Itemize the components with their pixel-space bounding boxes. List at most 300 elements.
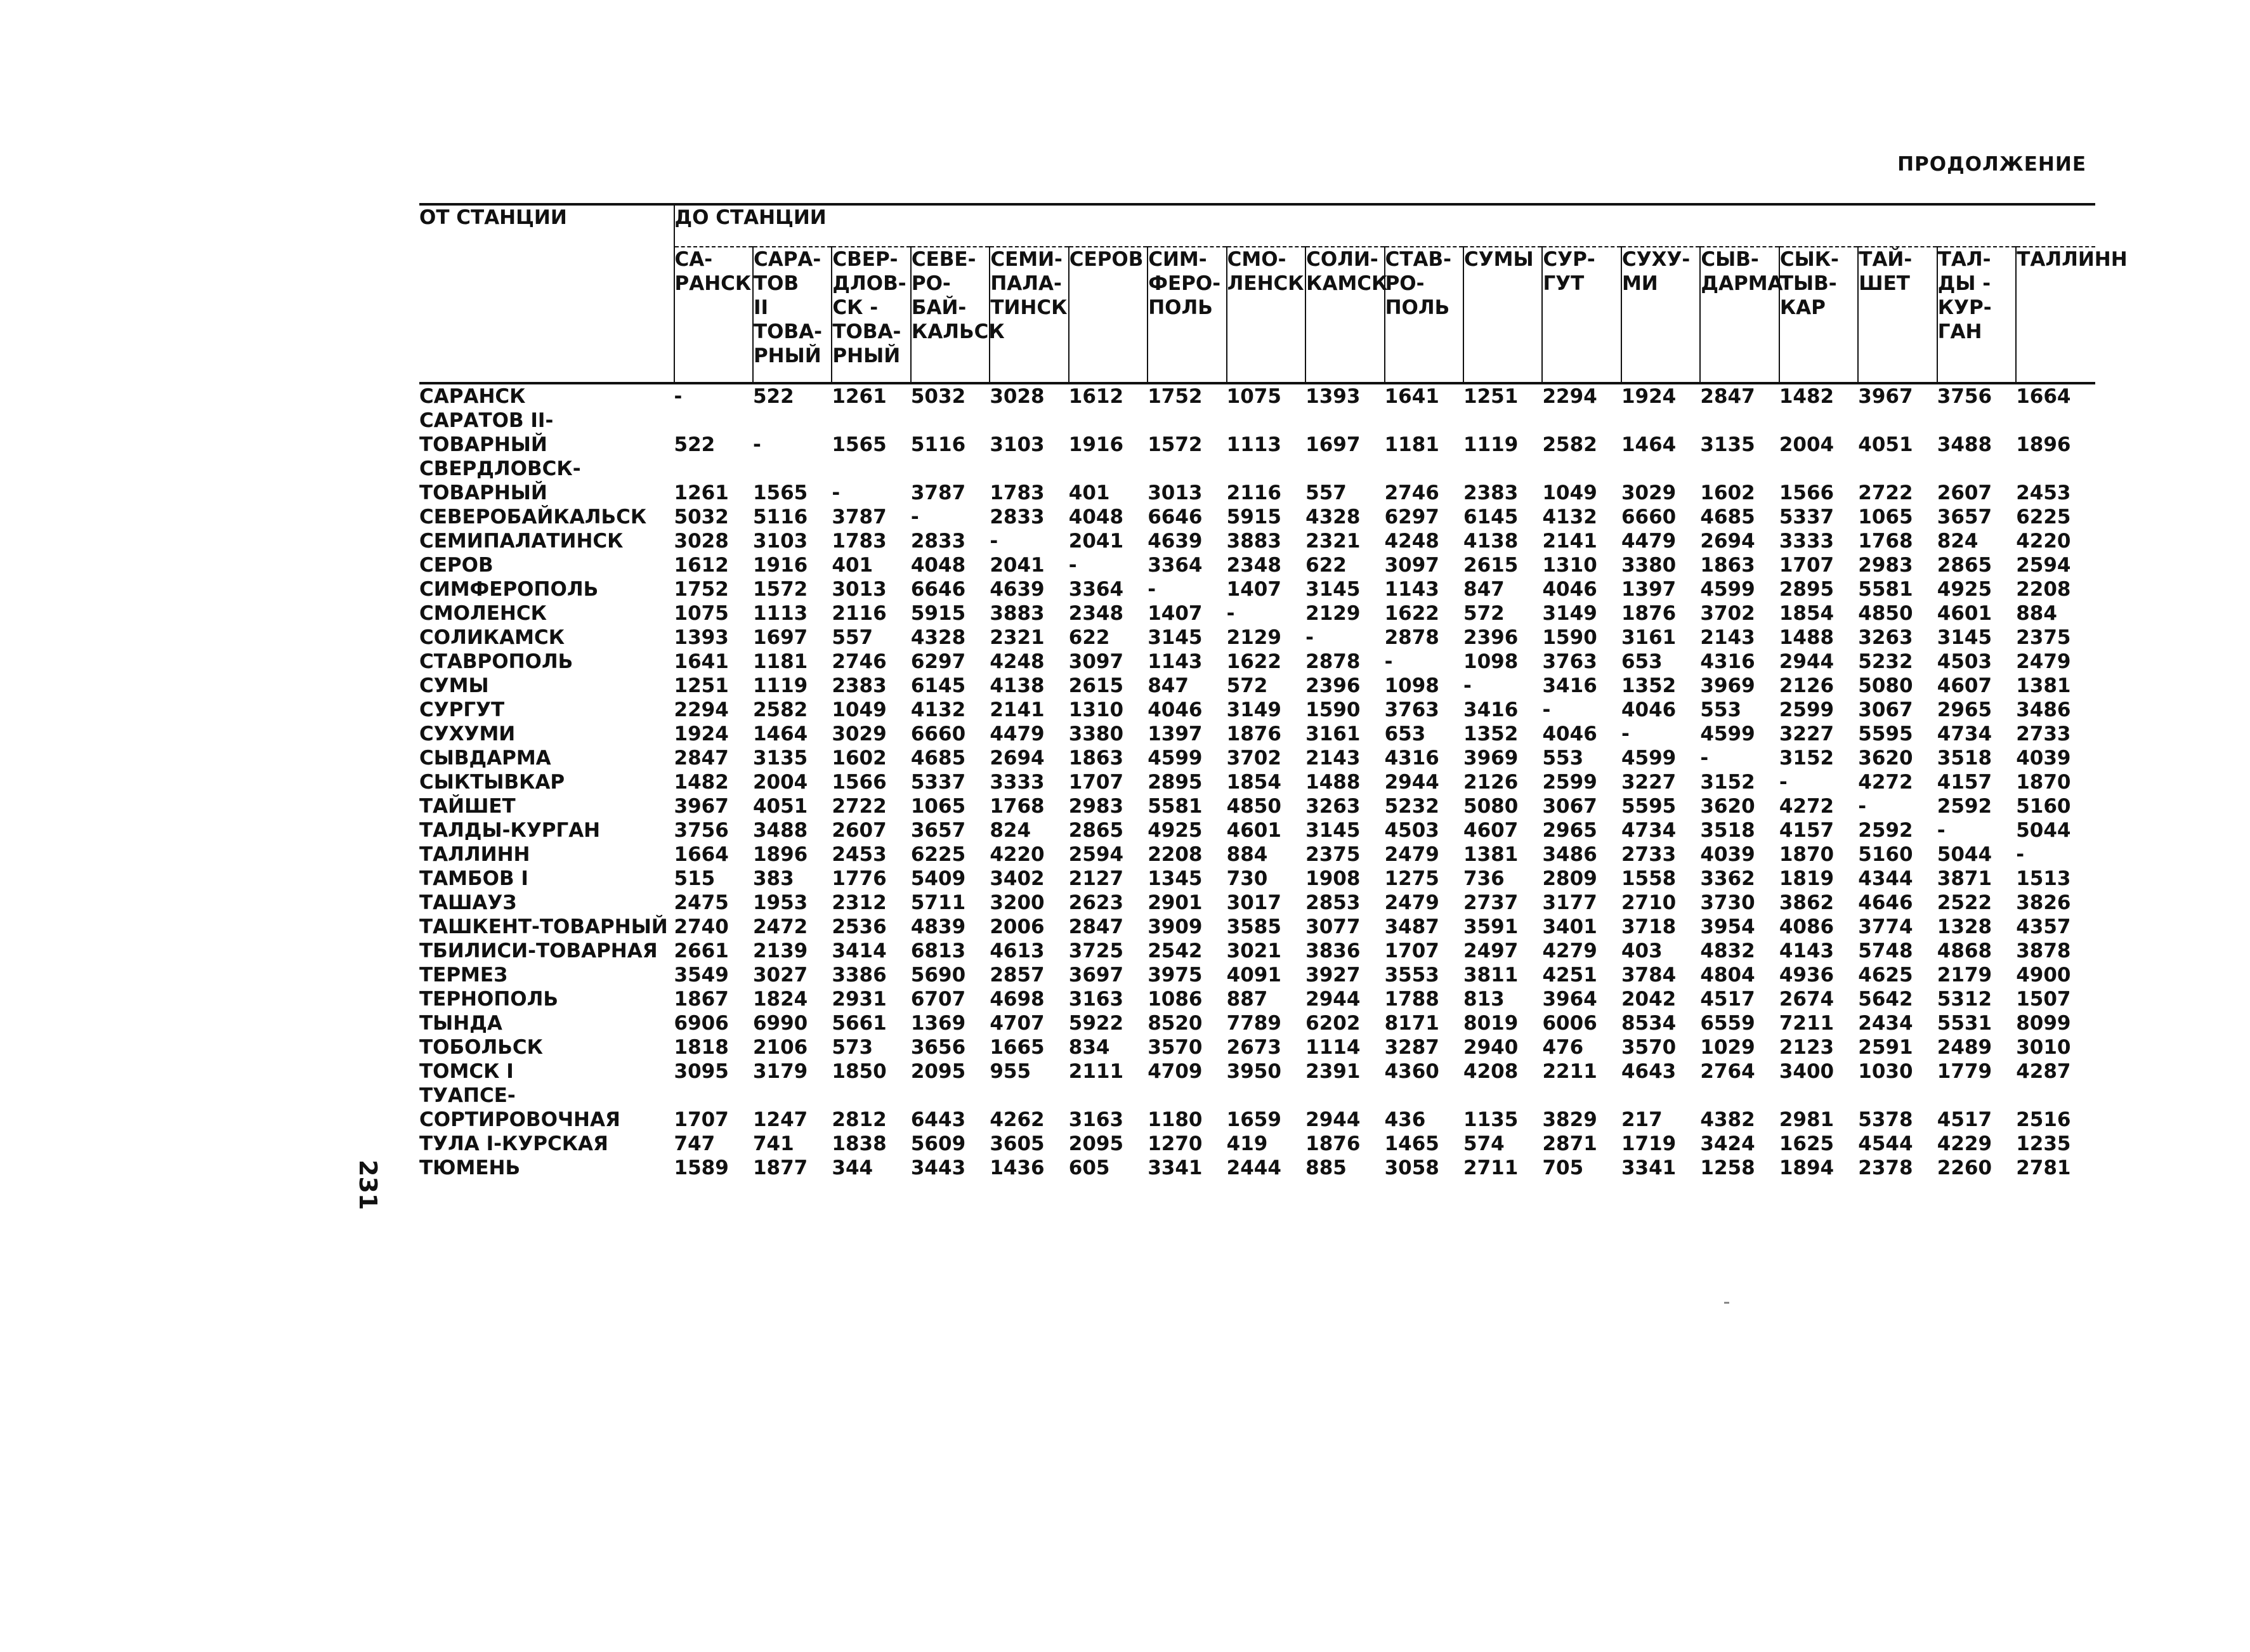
distance-cell: 3486	[2016, 698, 2071, 721]
distance-cell: 1251	[1463, 385, 1519, 408]
distance-cell: 1436	[990, 1157, 1045, 1179]
distance-cell: 1590	[1542, 626, 1597, 649]
distance-cell: 2944	[1384, 771, 1439, 794]
distance-cell: 5232	[1858, 650, 1913, 673]
distance-cell: 4607	[1937, 674, 1992, 697]
distance-cell: 2497	[1463, 940, 1519, 962]
distance-cell: 3878	[2016, 940, 2071, 962]
distance-cell	[911, 457, 990, 481]
column-header-line: ТОВ	[753, 272, 799, 295]
distance-cell: 1143	[1384, 578, 1439, 601]
distance-cell: 401	[832, 554, 873, 577]
distance-cell: 5160	[2016, 795, 2071, 818]
distance-cell: 1566	[832, 771, 887, 794]
distance-cell	[1227, 1084, 1305, 1108]
distance-cell: -	[832, 482, 840, 504]
distance-cell: 3954	[1700, 915, 1755, 938]
distance-cell: 6707	[910, 988, 966, 1011]
distance-cell: 5595	[1621, 795, 1677, 818]
station-name: СВЕРДЛОВСК-	[419, 457, 581, 480]
distance-cell: 2944	[1305, 988, 1361, 1011]
column-header-line: ТОВА-	[832, 320, 901, 343]
distance-cell: 3200	[990, 891, 1045, 914]
distance-cell: 653	[1384, 723, 1426, 745]
distance-cell: 1464	[1621, 433, 1677, 456]
distance-cell: 1877	[752, 1157, 808, 1179]
distance-cell: 5581	[1148, 795, 1203, 818]
distance-cell: 3021	[1226, 940, 1281, 962]
column-header-line: СМО-	[1227, 248, 1286, 271]
distance-cell: 3697	[1068, 964, 1124, 987]
distance-cell: 3967	[674, 795, 729, 818]
distance-cell: 3975	[1148, 964, 1203, 987]
distance-cell: 3570	[1148, 1036, 1203, 1059]
distance-cell: 3145	[1305, 578, 1361, 601]
distance-cell	[1227, 409, 1305, 433]
distance-cell: 824	[990, 819, 1031, 842]
distance-cell: 2594	[2016, 554, 2071, 577]
column-header	[1463, 247, 1542, 383]
distance-cell: 3570	[1621, 1036, 1677, 1059]
distance-cell: 3871	[1937, 867, 1992, 890]
distance-cell: 1482	[674, 771, 729, 794]
column-header	[832, 247, 910, 383]
distance-cell	[1385, 457, 1463, 481]
distance-cell: 1558	[1621, 867, 1677, 890]
distance-cell: 3145	[1305, 819, 1361, 842]
distance-cell: 1707	[1384, 940, 1439, 962]
distance-cell: 4046	[1542, 723, 1597, 745]
distance-cell: 2931	[832, 988, 887, 1011]
distance-cell: -	[910, 506, 919, 528]
distance-cell: -	[2016, 843, 2025, 866]
distance-cell: 2582	[752, 698, 808, 721]
station-name: ТЮМЕНЬ	[419, 1157, 521, 1179]
distance-cell: -	[1700, 747, 1709, 770]
distance-cell: 1086	[1148, 988, 1203, 1011]
distance-cell: 2865	[1937, 554, 1992, 577]
distance-cell: 4262	[990, 1108, 1045, 1131]
distance-cell: 2944	[1779, 650, 1835, 673]
distance-cell: 4936	[1779, 964, 1835, 987]
distance-cell: 1098	[1384, 674, 1439, 697]
column-header	[990, 247, 1068, 383]
distance-cell: 1707	[1068, 771, 1124, 794]
distance-cell: 3826	[2016, 891, 2071, 914]
distance-cell: 3067	[1858, 698, 1913, 721]
table-row	[419, 1132, 2095, 1156]
distance-cell: 3152	[1779, 747, 1835, 770]
distance-cell: 1752	[674, 578, 729, 601]
distance-cell: 6646	[1148, 506, 1203, 528]
distance-cell	[1069, 1084, 1148, 1108]
distance-cell	[1148, 1084, 1226, 1108]
distance-cell: 2542	[1148, 940, 1203, 962]
distance-cell: 2453	[2016, 482, 2071, 504]
table-row	[419, 433, 2095, 457]
station-name: ТЕРНОПОЛЬ	[419, 988, 559, 1011]
distance-cell: 747	[674, 1132, 716, 1155]
distance-cell: 1870	[2016, 771, 2071, 794]
distance-cell: 5080	[1463, 795, 1519, 818]
distance-cell: 3029	[1621, 482, 1677, 504]
distance-cell: 2981	[1779, 1108, 1835, 1131]
distance-cell: 1665	[990, 1036, 1045, 1059]
distance-cell: 6006	[1542, 1012, 1597, 1035]
distance-cell: 1464	[752, 723, 808, 745]
distance-cell: 2004	[1779, 433, 1835, 456]
distance-cell: 2722	[1858, 482, 1913, 504]
column-header-line: МИ	[1621, 272, 1658, 295]
column-header-line: ФЕРО-	[1148, 272, 1221, 295]
distance-cell: 1896	[2016, 433, 2071, 456]
column-header-line: СЫВ-	[1701, 248, 1759, 271]
distance-cell	[1621, 457, 1700, 481]
distance-cell: 1924	[1621, 385, 1677, 408]
distance-cell: 2375	[1305, 843, 1361, 866]
distance-cell: 4048	[1068, 506, 1124, 528]
distance-cell: 2208	[1148, 843, 1203, 866]
column-header-line: БАЙ-	[911, 296, 967, 319]
distance-cell: 1876	[1621, 602, 1677, 625]
distance-cell: 1075	[674, 602, 729, 625]
distance-cell: 1275	[1384, 867, 1439, 890]
station-name: СЫВДАРМА	[419, 747, 551, 770]
distance-cell: 3341	[1621, 1157, 1677, 1179]
distance-cell: 4698	[990, 988, 1045, 1011]
table-row	[419, 963, 2095, 987]
distance-cell: 2472	[752, 915, 808, 938]
distance-cell: 2348	[1068, 602, 1124, 625]
distance-cell: 4248	[1384, 530, 1439, 553]
distance-cell: 2592	[1937, 795, 1992, 818]
distance-cell	[1700, 409, 1779, 433]
distance-cell: 3620	[1858, 747, 1913, 770]
table-row	[419, 746, 2095, 770]
distance-cell: 4599	[1148, 747, 1203, 770]
distance-cell: 1030	[1858, 1060, 1913, 1083]
distance-cell: 1783	[990, 482, 1045, 504]
station-name: СМОЛЕНСК	[419, 602, 547, 625]
distance-cell: 2453	[832, 843, 887, 866]
distance-cell: 2673	[1226, 1036, 1281, 1059]
column-header-line: ШЕТ	[1859, 272, 1910, 295]
distance-cell: -	[752, 433, 761, 456]
station-name: СОЛИКАМСК	[419, 626, 565, 649]
distance-cell: 2095	[1068, 1132, 1124, 1155]
distance-cell: 522	[752, 385, 794, 408]
distance-cell: 5609	[910, 1132, 966, 1155]
distance-cell: 1180	[1148, 1108, 1203, 1131]
distance-cell: 344	[832, 1157, 873, 1179]
distance-cell: 5581	[1858, 578, 1913, 601]
distance-cell: 4360	[1384, 1060, 1439, 1083]
table-row	[419, 915, 2095, 939]
distance-cell: 2516	[2016, 1108, 2071, 1131]
distance-cell: 1589	[674, 1157, 729, 1179]
distance-cell: 3401	[1542, 915, 1597, 938]
distance-cell: 553	[1542, 747, 1584, 770]
from-station-header: ОТ СТАНЦИИ	[419, 204, 674, 383]
distance-cell: 8019	[1463, 1012, 1519, 1035]
station-name: СЫКТЫВКАР	[419, 771, 565, 794]
distance-cell: 2607	[1937, 482, 1992, 504]
distance-cell: 4046	[1148, 698, 1203, 721]
distance-cell	[1463, 409, 1542, 433]
distance-cell: 6225	[910, 843, 966, 866]
distance-cell: -	[1779, 771, 1788, 794]
table-row	[419, 794, 2095, 818]
distance-cell: 6906	[674, 1012, 729, 1035]
column-header-line: ТОВА-	[753, 320, 822, 343]
station-name: СУРГУТ	[419, 698, 505, 721]
distance-cell: 2489	[1937, 1036, 1992, 1059]
distance-cell: 5160	[1858, 843, 1913, 866]
station-name: СЕМИПАЛАТИНСК	[419, 530, 624, 553]
distance-cell: 3927	[1305, 964, 1361, 987]
distance-cell: 3103	[752, 530, 808, 553]
distance-cell: 2746	[832, 650, 887, 673]
distance-cell: 2383	[1463, 482, 1519, 504]
distance-cell: 885	[1305, 1157, 1347, 1179]
distance-cell: 1572	[1148, 433, 1203, 456]
table-row	[419, 770, 2095, 794]
column-header	[1227, 247, 1305, 383]
distance-cell: 4091	[1226, 964, 1281, 987]
distance-cell: 3784	[1621, 964, 1677, 987]
distance-cell: 1924	[674, 723, 729, 745]
column-header	[1621, 247, 1700, 383]
distance-cell: 622	[1068, 626, 1110, 649]
distance-cell: 1819	[1779, 867, 1835, 890]
distance-cell: 4839	[910, 915, 966, 938]
column-header-line: СА-	[674, 248, 713, 271]
station-name: ТАЛДЫ-КУРГАН	[419, 819, 601, 842]
distance-cell: 4613	[990, 940, 1045, 962]
distance-cell: 6145	[910, 674, 966, 697]
column-header-line: ПАЛА-	[990, 272, 1062, 295]
distance-cell: 3263	[1305, 795, 1361, 818]
distance-cell: 4503	[1384, 819, 1439, 842]
distance-cell: 3620	[1700, 795, 1755, 818]
column-header	[1542, 247, 1621, 383]
distance-cell: 705	[1542, 1157, 1584, 1179]
distance-cell: 2901	[1148, 891, 1203, 914]
column-header	[1858, 247, 1937, 383]
distance-cell: 1602	[1700, 482, 1755, 504]
distance-cell: 1114	[1305, 1036, 1361, 1059]
distance-cell: 4850	[1226, 795, 1281, 818]
column-header	[1069, 247, 1148, 383]
distance-cell: 1719	[1621, 1132, 1677, 1155]
table-row	[419, 674, 2095, 698]
table-row	[419, 1035, 2095, 1059]
distance-cell: 884	[2016, 602, 2057, 625]
distance-cell: 3097	[1384, 554, 1439, 577]
distance-cell: 1113	[1226, 433, 1281, 456]
distance-cell: 1788	[1384, 988, 1439, 1011]
distance-cell: 2141	[990, 698, 1045, 721]
table-row	[419, 891, 2095, 915]
distance-cell: 6559	[1700, 1012, 1755, 1035]
distance-cell: 1143	[1148, 650, 1203, 673]
distance-cell: 4517	[1700, 988, 1755, 1011]
distance-cell: 4157	[1937, 771, 1992, 794]
distance-cell: 3657	[1937, 506, 1992, 528]
distance-cell: 8520	[1148, 1012, 1203, 1035]
column-header-line: КАЛЬСК	[911, 320, 1005, 343]
distance-cell: 3333	[990, 771, 1045, 794]
distance-cell: 1513	[2016, 867, 2071, 890]
distance-cell: 4039	[1700, 843, 1755, 866]
distance-cell: 8171	[1384, 1012, 1439, 1035]
distance-table-container	[419, 203, 2128, 1180]
distance-cell: 3829	[1542, 1108, 1597, 1131]
distance-cell: 1838	[832, 1132, 887, 1155]
distance-cell: 6990	[752, 1012, 808, 1035]
column-header-line: РНЫЙ	[832, 344, 901, 367]
distance-cell: 8534	[1621, 1012, 1677, 1035]
distance-cell	[911, 1084, 990, 1108]
distance-cell: 3161	[1305, 723, 1361, 745]
distance-cell: 4272	[1858, 771, 1913, 794]
column-header-line: ДЛОВ-	[832, 272, 906, 295]
distance-cell: 2475	[674, 891, 729, 914]
distance-cell: 2722	[832, 795, 887, 818]
station-name: ТУЛА I-КУРСКАЯ	[419, 1132, 608, 1155]
distance-cell	[832, 1084, 910, 1108]
distance-cell: 5032	[910, 385, 966, 408]
distance-cell: 2006	[990, 915, 1045, 938]
distance-cell: 3013	[832, 578, 887, 601]
distance-cell: 730	[1226, 867, 1268, 890]
distance-cell: 3657	[910, 819, 966, 842]
column-header-line: ТЫВ-	[1779, 272, 1837, 295]
distance-cell: 2294	[1542, 385, 1597, 408]
distance-cell: 419	[1226, 1132, 1268, 1155]
distance-cell: 813	[1463, 988, 1505, 1011]
distance-cell: 884	[1226, 843, 1268, 866]
distance-cell: 1113	[752, 602, 808, 625]
distance-cell: 2321	[1305, 530, 1361, 553]
distance-cell: 2878	[1384, 626, 1439, 649]
distance-cell: 3028	[674, 530, 729, 553]
distance-cell: 4220	[2016, 530, 2071, 553]
distance-cell: 1863	[1068, 747, 1124, 770]
distance-cell: 2694	[990, 747, 1045, 770]
distance-cell: 3883	[1226, 530, 1281, 553]
distance-cell	[1937, 1084, 2016, 1108]
distance-cell: 6443	[910, 1108, 966, 1131]
distance-cell: 622	[1305, 554, 1347, 577]
distance-cell: 8099	[2016, 1012, 2071, 1035]
table-row	[419, 577, 2095, 601]
column-header-line: САРА-	[753, 248, 821, 271]
distance-cell: 6660	[910, 723, 966, 745]
distance-cell	[911, 409, 990, 433]
distance-cell: 3163	[1068, 1108, 1124, 1131]
distance-cell: 1697	[1305, 433, 1361, 456]
distance-cell: 1381	[1463, 843, 1519, 866]
distance-cell: 5312	[1937, 988, 1992, 1011]
distance-cell: 2479	[1384, 843, 1439, 866]
station-name: ТАШКЕНТ-ТОВАРНЫЙ	[419, 915, 668, 938]
station-name: СОРТИРОВОЧНАЯ	[419, 1108, 620, 1131]
distance-cell: 2123	[1779, 1036, 1835, 1059]
distance-cell: 4086	[1779, 915, 1835, 938]
distance-cell: 3969	[1700, 674, 1755, 697]
distance-cell: 1824	[752, 988, 808, 1011]
distance-cell: 436	[1384, 1108, 1426, 1131]
column-header	[753, 247, 832, 383]
distance-cell: 403	[1621, 940, 1663, 962]
distance-cell: 3488	[752, 819, 808, 842]
distance-cell: 1258	[1700, 1157, 1755, 1179]
distance-cell: 5116	[910, 433, 966, 456]
station-name: ТУАПСЕ-	[419, 1084, 516, 1107]
table-row	[419, 987, 2095, 1011]
column-header-line: СЕВЕ-	[911, 248, 976, 271]
distance-cell: 2710	[1621, 891, 1677, 914]
distance-cell: 1393	[674, 626, 729, 649]
distance-cell: 4599	[1700, 723, 1755, 745]
distance-cell: 1566	[1779, 482, 1835, 504]
distance-cell: 515	[674, 867, 716, 890]
distance-cell: 557	[1305, 482, 1347, 504]
distance-cell: 824	[1937, 530, 1979, 553]
distance-cell: 4132	[910, 698, 966, 721]
distance-cell: 1876	[1305, 1132, 1361, 1155]
column-header-line: ДАРМА	[1701, 272, 1783, 295]
distance-cell: 834	[1068, 1036, 1110, 1059]
distance-cell: 3152	[1700, 771, 1755, 794]
distance-cell: 4046	[1621, 698, 1677, 721]
distance-cell: 2396	[1463, 626, 1519, 649]
column-header-line: ПОЛЬ	[1385, 296, 1450, 319]
distance-cell: 2965	[1937, 698, 1992, 721]
distance-cell: 2396	[1305, 674, 1361, 697]
distance-cell: 5044	[1937, 843, 1992, 866]
table-row	[419, 698, 2095, 722]
distance-cell: 3553	[1384, 964, 1439, 987]
distance-cell: 1381	[2016, 674, 2071, 697]
distance-cell: 4639	[1148, 530, 1203, 553]
distance-cell	[990, 457, 1068, 481]
distance-cell: 4344	[1858, 867, 1913, 890]
distance-cell: 4138	[990, 674, 1045, 697]
distance-cell: 2940	[1463, 1036, 1519, 1059]
distance-cell	[1227, 457, 1305, 481]
station-name: ТБИЛИСИ-ТОВАРНАЯ	[419, 940, 658, 962]
distance-cell: 3486	[1542, 843, 1597, 866]
distance-cell	[1148, 457, 1226, 481]
distance-cell: 2607	[832, 819, 887, 842]
distance-cell: 2179	[1937, 964, 1992, 987]
column-header-line: СТАВ-	[1385, 248, 1451, 271]
distance-cell: 3488	[1937, 433, 1992, 456]
distance-cell: 5337	[1779, 506, 1835, 528]
distance-cell: 1863	[1700, 554, 1755, 577]
distance-cell: -	[1305, 626, 1314, 649]
column-header-line: СЫК-	[1779, 248, 1839, 271]
distance-cell: 1854	[1779, 602, 1835, 625]
distance-cell: 2865	[1068, 819, 1124, 842]
distance-cell: 4143	[1779, 940, 1835, 962]
column-header-line: ЛЕНСК	[1227, 272, 1304, 295]
distance-cell: 5595	[1858, 723, 1913, 745]
distance-cell: 3756	[1937, 385, 1992, 408]
distance-cell	[1305, 409, 1384, 433]
